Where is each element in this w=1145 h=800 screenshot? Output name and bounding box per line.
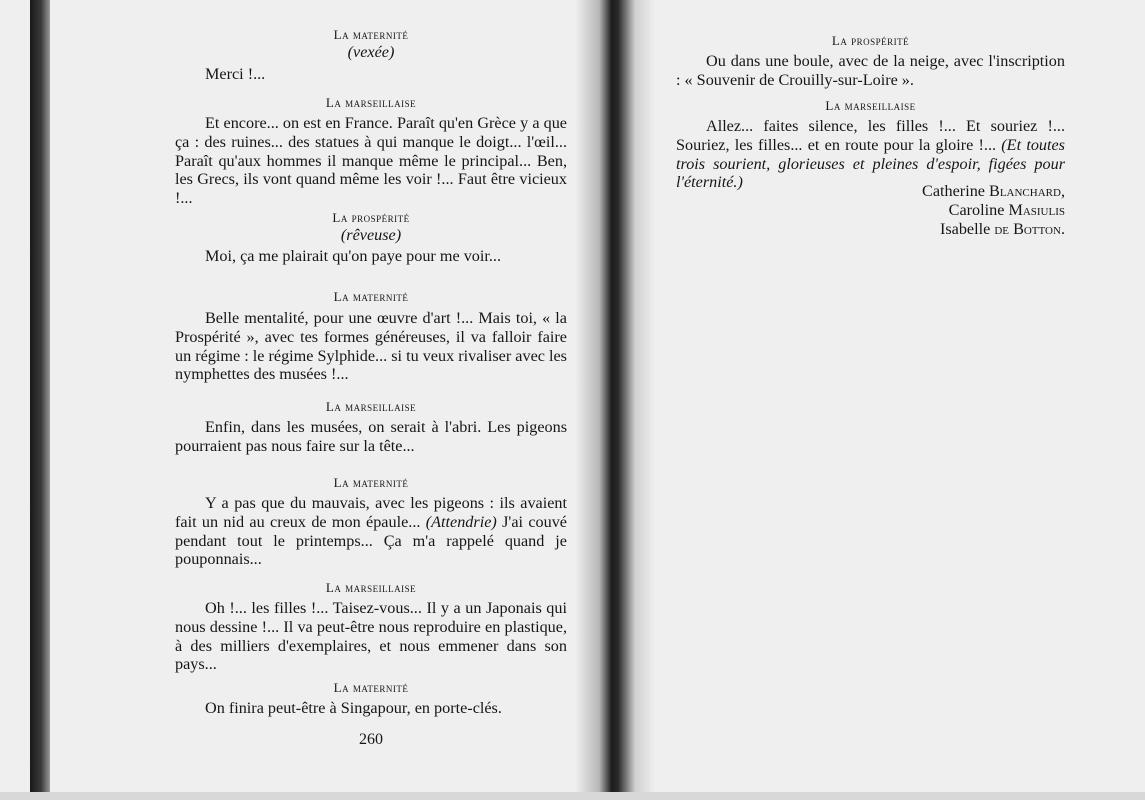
speaker-name: La maternité	[333, 680, 409, 695]
author-first-name: Catherine	[922, 182, 985, 200]
block-marseillaise-4	[676, 98, 1065, 192]
book-gutter-shadow	[575, 0, 655, 800]
dialogue-line: Ou dans une boule, avec de la neige, avec l'inscription : « Souvenir de Crouilly-sur-Loire ».	[676, 52, 1065, 89]
book-left-edge-shadow	[30, 0, 50, 800]
author-last-name: Masiulis	[1008, 201, 1065, 219]
speaker-name: La marseillaise	[825, 98, 916, 113]
block-maternite-2	[175, 289, 567, 384]
dialogue-text: J'ai couvé pendant tout le printemps... Ça m'a rappelé quand je pouponnais...	[175, 512, 567, 569]
dialogue-line: Belle mentalité, pour une œuvre d'art !... Mais toi, « la Prospérité », avec tes formes généreuses, il va falloir faire un régime : le régime Sylphide... si tu veux rivaliser avec les nymphettes des musées !...	[175, 309, 567, 384]
stage-direction-inline: (Attendrie)	[425, 512, 497, 531]
speaker-name: La marseillaise	[325, 580, 417, 595]
block-marseillaise-1	[175, 95, 567, 208]
dialogue-text: Y a pas que du mauvais, avec les pigeons : ils avaient fait un nid au creux de mon épaule...	[175, 494, 567, 531]
dialogue-line: Oh !... les filles !... Taisez-vous... Il y a un Japonais qui nous dessine !... Il va peut-être nous reproduire en plastique, à des milliers d'exemplaires, et nous emmener dans son pays...	[175, 599, 567, 674]
block-maternite-3	[175, 475, 567, 569]
block-prosperite-2	[676, 33, 1065, 90]
speaker-name: La maternité	[333, 27, 409, 42]
dialogue-line	[676, 117, 1065, 192]
scan-bottom-band	[0, 792, 1145, 800]
author-first-name: Isabelle	[939, 220, 991, 238]
stage-direction-inline: (Et toutes trois sourient, glorieuses et pleines d'espoir, figées pour l'éternité.)	[676, 135, 1065, 192]
stage-direction: (vexée)	[347, 43, 395, 61]
author-last-name: Blanchard,	[989, 182, 1065, 200]
block-prosperite-1	[175, 210, 567, 266]
dialogue-line	[175, 494, 567, 569]
dialogue-text: Allez... faites silence, les filles !... Et souriez !... Souriez, les filles... et en route pour la gloire !...	[676, 117, 1065, 154]
stage-direction: (rêveuse)	[340, 226, 402, 244]
signature-line	[676, 182, 1065, 201]
speaker-name: La maternité	[333, 289, 409, 304]
dialogue-line: Et encore... on est en France. Paraît qu'en Grèce y a que ça : des ruines... des statues à qui manque le doigt... l'œil... Paraît qu'aux hommes il manque même le principal... Ben, les Grecs, ils vont quand même les voir !... Faut être vicieux !...	[175, 114, 567, 208]
dialogue-line: On finira peut-être à Singapour, en porte-clés.	[205, 699, 502, 717]
speaker-name: La marseillaise	[325, 95, 417, 110]
signature-line	[676, 220, 1065, 239]
signature-block	[676, 182, 1065, 239]
dialogue-line: Moi, ça me plairait qu'on paye pour me voir...	[205, 247, 502, 265]
speaker-name: La marseillaise	[325, 399, 417, 414]
dialogue-line: Merci !...	[205, 65, 266, 83]
author-first-name: Caroline	[948, 201, 1005, 219]
block-marseillaise-3	[175, 580, 567, 674]
author-last-name: de Botton.	[994, 220, 1065, 238]
block-maternite-4	[175, 680, 567, 718]
speaker-name: La prospérité	[332, 210, 410, 225]
signature-line	[676, 201, 1065, 220]
dialogue-line: Enfin, dans les musées, on serait à l'abri. Les pigeons pourraient pas nous faire sur la tête...	[175, 418, 567, 455]
block-marseillaise-2	[175, 399, 567, 456]
page-number: 260	[359, 731, 383, 748]
speaker-name: La prospérité	[831, 33, 910, 48]
block-maternite-1	[175, 27, 567, 84]
speaker-name: La maternité	[333, 475, 409, 490]
